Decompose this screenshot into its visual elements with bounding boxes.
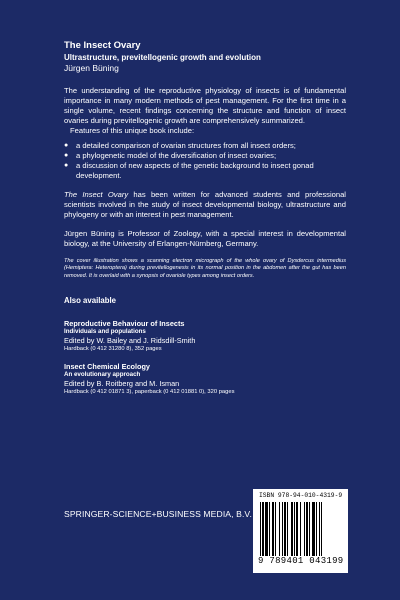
barcode-number: 9 789401 043199 (258, 556, 344, 566)
barcode-label (253, 489, 348, 573)
list-item: ● a detailed comparison of ovarian structures from all insect orders; (64, 141, 296, 150)
related-book-title: Insect Chemical Ecology (64, 361, 150, 371)
list-item: ● a discussion of new aspects of the genetic background to insect gonad development. (64, 161, 314, 180)
cover-illustration-note: The cover illustration shows a scanning electron micrograph of the whole ovary of Dysdercus intermedius (Hemiptera: Heteroptera) during previtellogenesis in its normal position in the abdomen after the gut has been removed. It is overlaid with a synopsis of ovariole types among insect orders. (64, 258, 346, 279)
author-bio: Jürgen Büning is Professor of Zoology, with a special interest in developmental biology, at the University of Erlangen-Nürnberg, Germany. (64, 229, 346, 248)
audience-text: has been written for advanced students and professional scientists involved in the study of insect developmental biology, ultrastructure and phylogeny or with an interest in pest management. (64, 190, 346, 219)
related-book-editors: Edited by W. Bailey and J. Ridsdill-Smith (64, 335, 196, 345)
features-intro: Features of this unique book include: (70, 126, 195, 135)
related-book (64, 319, 346, 353)
isbn-text: ISBN 978-94-010-4319-9 (259, 492, 343, 499)
book-title: The Insect Ovary (64, 40, 141, 51)
related-book-subtitle: An evolutionary approach (64, 370, 141, 378)
book-author: Jürgen Büning (64, 63, 119, 73)
bullet-icon: ● (64, 142, 69, 149)
related-book-editors: Edited by B. Roitberg and M. Isman (64, 378, 180, 388)
related-book-edition: Hardback (0 412 31280 8), 352 pages (64, 345, 162, 352)
cover-text (64, 40, 346, 396)
book-subtitle: Ultrastructure, previtellogenic growth and evolution (64, 53, 261, 62)
bullet-icon: ● (64, 152, 69, 159)
description-paragraph: The understanding of the reproductive physiology of insects is of fundamental importance in many modern methods of pest management. For the first time in a single volume, recent findings concerning the structure and function of insect ovaries during previtellogenic growth are comprehensively summarized. (64, 86, 346, 125)
related-book-title: Reproductive Behaviour of Insects (64, 318, 185, 328)
also-available-heading: Also available (64, 295, 117, 305)
audience-book-title: The Insect Ovary (64, 190, 129, 199)
features-list (64, 141, 346, 181)
related-book-subtitle: Individuals and populations (64, 327, 146, 335)
publisher-name: SPRINGER-SCIENCE+BUSINESS MEDIA, B.V. (64, 509, 252, 519)
bullet-icon: ● (64, 162, 69, 169)
related-book-edition: Hardback (0 412 01871 3), paperback (0 412 01881 0), 320 pages (64, 388, 235, 395)
barcode-icon (260, 502, 342, 556)
audience-paragraph (64, 190, 346, 220)
related-book (64, 362, 346, 396)
list-item: ● a phylogenetic model of the diversification of insect ovaries; (64, 151, 277, 160)
